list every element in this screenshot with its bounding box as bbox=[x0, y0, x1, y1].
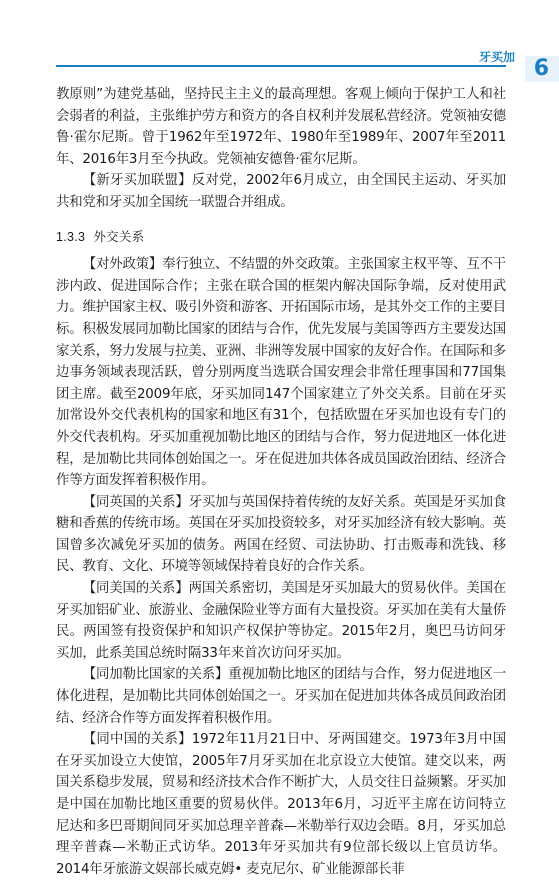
paragraph-text: 重视加勒比地区的团结与合作，努力促进地区一体化进程，是加勒比共同体创始国之一。牙买加在促进加共体各成员间政治团结、经济合作等方面发挥着积极作用。 bbox=[56, 667, 506, 726]
section-title: 外交关系 bbox=[93, 228, 145, 244]
paragraph-text: 两国关系密切，美国是牙买加最大的贸易伙伴。美国在牙买加铝矿业、旅游业、金融保险业等方面有大量投资。牙买加在美有大量侨民。两国签有投资保护和知识产权保护等协定。2015年2月，奥巴马访问牙买加，此系美国总统时隔33年来首次访问牙买加。 bbox=[56, 581, 506, 661]
paragraph bbox=[56, 492, 506, 578]
page-body bbox=[56, 84, 506, 880]
paragraph bbox=[56, 729, 506, 880]
paragraph-lead: 【同美国的关系】 bbox=[82, 581, 189, 597]
paragraph-text: 1972年11月21日中、牙两国建交。1973年3月中国在牙买加设立大使馆，2005年7月牙买加在北京设立大使馆。建交以来，两国关系稳步发展，贸易和经济技术合作不断扩大，人员交往日益频繁。牙买加是中国在加勒比地区重要的贸易伙伴。2013年6月，习近平主席在访问特立尼达和多巴哥期间同牙买加总理辛普森—米勒举行双边会晤。8月，牙买加总理辛普森—米勒正式访华。2013年牙买加共有9位部长级以上官员访华。2014年牙旅游文娱部长威克姆• 麦克尼尔、矿业能源部长菲 bbox=[56, 732, 506, 877]
section-number: 1.3.3 bbox=[56, 229, 86, 244]
paragraph-text: 反对党，2002年6月成立，由全国民主运动、牙买加共和党和牙买加全国统一联盟合并组成。 bbox=[56, 173, 506, 210]
paragraph-lead: 【对外政策】 bbox=[82, 257, 163, 273]
paragraph-text: 奉行独立、不结盟的外交政策。主张国家主权平等、互不干涉内政、促进国际合作；主张在联合国的框架内解决国际争端，反对使用武力。维护国家主权、吸引外资和游客、开拓国际市场，是其外交工作的主要目标。积极发展同加勒比国家的团结与合作，优先发展与美国等西方主要发达国家关系，努力发展与拉美、亚洲、非洲等发展中国家的友好合作。在国际和多边事务领域表现活跃，曾分别两度当选联合国安理会非常任理事国和77国集团主席。截至2009年底，牙买加同147个国家建立了外交关系。目前在牙买加常设外交代表机构的国家和地区有31个，包括欧盟在牙买加也设有专门的外交代表机构。牙买加重视加勒比地区的团结与合作，努力促进地区一体化进程，是加勒比共同体创始国之一。牙在促进加共体各成员国政治团结、经济合作等方面发挥着积极作用。 bbox=[56, 257, 506, 489]
section-heading bbox=[56, 226, 506, 249]
paragraph-lead: 【新牙买加联盟】 bbox=[82, 173, 192, 189]
header-label: 牙买加 bbox=[478, 50, 515, 64]
paragraph bbox=[56, 578, 506, 664]
header-rule bbox=[56, 65, 506, 67]
paragraph-text: 牙买加与英国保持着传统的友好关系。英国是牙买加食糖和香蕉的传统市场。英国在牙买加投资较多，对牙买加经济有较大影响。英国曾多次减免牙买加的债务。两国在经贸、司法协助、打击贩毒和洗钱、移民、教育、文化、环境等领域保持着良好的合作关系。 bbox=[56, 494, 506, 575]
paragraph bbox=[56, 664, 506, 729]
paragraph-lead: 【同加勒比国家的关系】 bbox=[82, 667, 229, 683]
paragraph bbox=[56, 170, 506, 213]
paragraph bbox=[56, 254, 506, 492]
paragraph bbox=[56, 84, 506, 170]
paragraph-text: 教原则”为建党基础，坚持民主主义的最高理想。客观上倾向于保护工人和社会弱者的利益，主张维护劳方和资方的各自权利并发展私营经济。党领袖安德鲁·霍尔尼斯。曾于1962年至1972年、1980年至1989年、2007年至2011年、2016年3月至今执政。党领袖安德鲁·霍尔尼斯。 bbox=[56, 87, 506, 167]
page-number: 6 bbox=[533, 56, 549, 81]
paragraph-lead: 【同中国的关系】 bbox=[82, 732, 192, 748]
paragraph-lead: 【同英国的关系】 bbox=[82, 494, 189, 510]
